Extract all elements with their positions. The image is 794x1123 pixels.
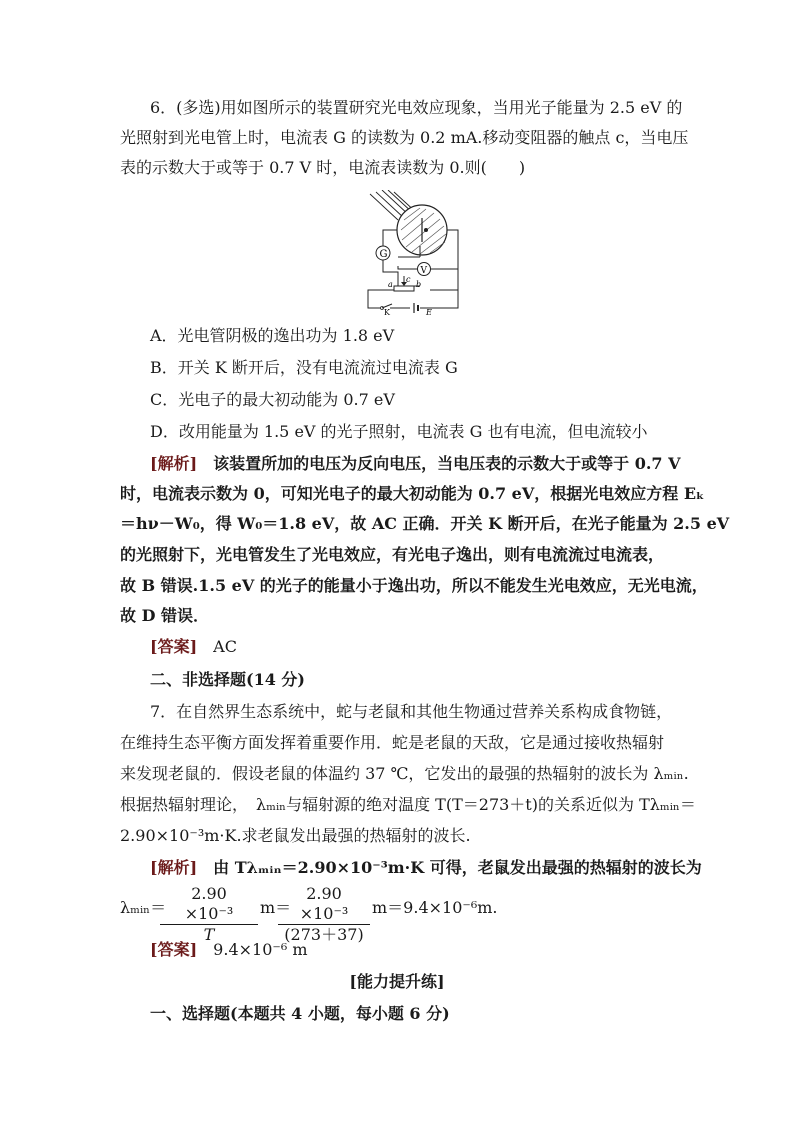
- label-k: K: [384, 308, 390, 315]
- q6-analysis-line-2: 时，电流表示数为 0，可知光电子的最大初动能为 0.7 eV，根据光电效应方程 Eₖ: [120, 484, 705, 503]
- q6-option-a: A．光电管阴极的逸出功为 1.8 eV: [150, 326, 395, 345]
- label-c: c: [406, 275, 411, 284]
- q6-analysis-line-3: ＝hν－W₀，得 W₀＝1.8 eV，故 AC 正确．开关 K 断开后，在光子能量为 2.5 eV: [120, 514, 730, 533]
- answer-tag-7: [答案]: [150, 940, 198, 959]
- fraction-2-numerator: 2.90 ×10⁻³: [299, 884, 358, 923]
- analysis-tag: [解析]: [150, 454, 198, 473]
- label-g: G: [379, 249, 388, 260]
- q6-analysis-line-1: [解析] 该装置所加的电压为反向电压，当电压表的示数大于或等于 0.7 V: [150, 454, 681, 473]
- label-a: a: [388, 280, 393, 289]
- label-e: E: [426, 308, 432, 315]
- q7-line-5: 2.90×10⁻³m·K.求老鼠发出最强的热辐射的波长.: [120, 826, 471, 845]
- section-2-heading: 二、非选择题(14 分): [150, 670, 305, 689]
- eq-rhs: m＝9.4×10⁻⁶m.: [372, 898, 498, 917]
- q6-option-b: B．开关 K 断开后，没有电流流过电流表 G: [150, 358, 458, 377]
- fraction-2: [278, 884, 370, 945]
- fraction-2-denominator: (273＋37): [284, 925, 364, 944]
- eq-mid: m＝: [260, 898, 292, 917]
- answer-tag: [答案]: [150, 637, 198, 656]
- q6-option-c: C．光电子的最大初动能为 0.7 eV: [150, 390, 395, 409]
- fraction-1-numerator: 2.90 ×10⁻³: [184, 884, 243, 923]
- q7-line-1: 7．在自然界生态系统中，蛇与老鼠和其他生物通过营养关系构成食物链，: [150, 702, 673, 721]
- q7-answer: [答案] 9.4×10⁻⁶ m: [150, 940, 308, 959]
- fraction-1-denominator: T: [203, 925, 215, 944]
- q6-line-1: 6．(多选)用如图所示的装置研究光电效应现象，当用光子能量为 2.5 eV 的: [150, 98, 683, 117]
- analysis-tag-7: [解析]: [150, 858, 198, 877]
- q6-analysis-line-5: 故 B 错误.1.5 eV 的光子的能量小于逸出功，所以不能发生光电效应，无光电流，: [120, 576, 708, 595]
- fraction-1: [160, 884, 258, 945]
- q6-line-2: 光照射到光电管上时，电流表 G 的读数为 0.2 mA.移动变阻器的触点 c，当电压: [120, 128, 689, 147]
- q7-line-4: 根据热辐射理论， λₘᵢₙ与辐射源的绝对温度 T(T＝273＋t)的关系近似为 Tλₘᵢₙ＝: [120, 795, 696, 814]
- circuit-diagram: [360, 190, 470, 315]
- q6-analysis-line-6: 故 D 错误．: [120, 606, 210, 625]
- practice-title: [能力提升练]: [349, 972, 445, 991]
- q7-analysis-line: [解析] 由 Tλₘᵢₙ＝2.90×10⁻³m·K 可得，老鼠发出最强的热辐射的波长为: [150, 858, 702, 877]
- label-b: b: [416, 280, 422, 289]
- section-1-heading: 一、选择题(本题共 4 小题，每小题 6 分): [150, 1004, 450, 1023]
- q6-analysis-line-4: 的光照射下，光电管发生了光电效应，有光电子逸出，则有电流流过电流表，: [120, 545, 665, 564]
- q7-line-2: 在维持生态平衡方面发挥着重要作用．蛇是老鼠的天敌，它是通过接收热辐射: [120, 733, 665, 752]
- q6-answer: [答案] AC: [150, 637, 237, 656]
- q7-line-3: 来发现老鼠的．假设老鼠的体温约 37 ℃，它发出的最强的热辐射的波长为 λₘᵢₙ.: [120, 764, 689, 783]
- q6-option-d: D．改用能量为 1.5 eV 的光子照射，电流表 G 也有电流，但电流较小: [150, 422, 648, 441]
- label-v: V: [420, 266, 427, 276]
- rheostat: [394, 286, 414, 291]
- q6-line-3: 表的示数大于或等于 0.7 V 时，电流表读数为 0.则( ): [120, 158, 526, 177]
- eq-lhs: λₘᵢₙ＝: [120, 898, 167, 917]
